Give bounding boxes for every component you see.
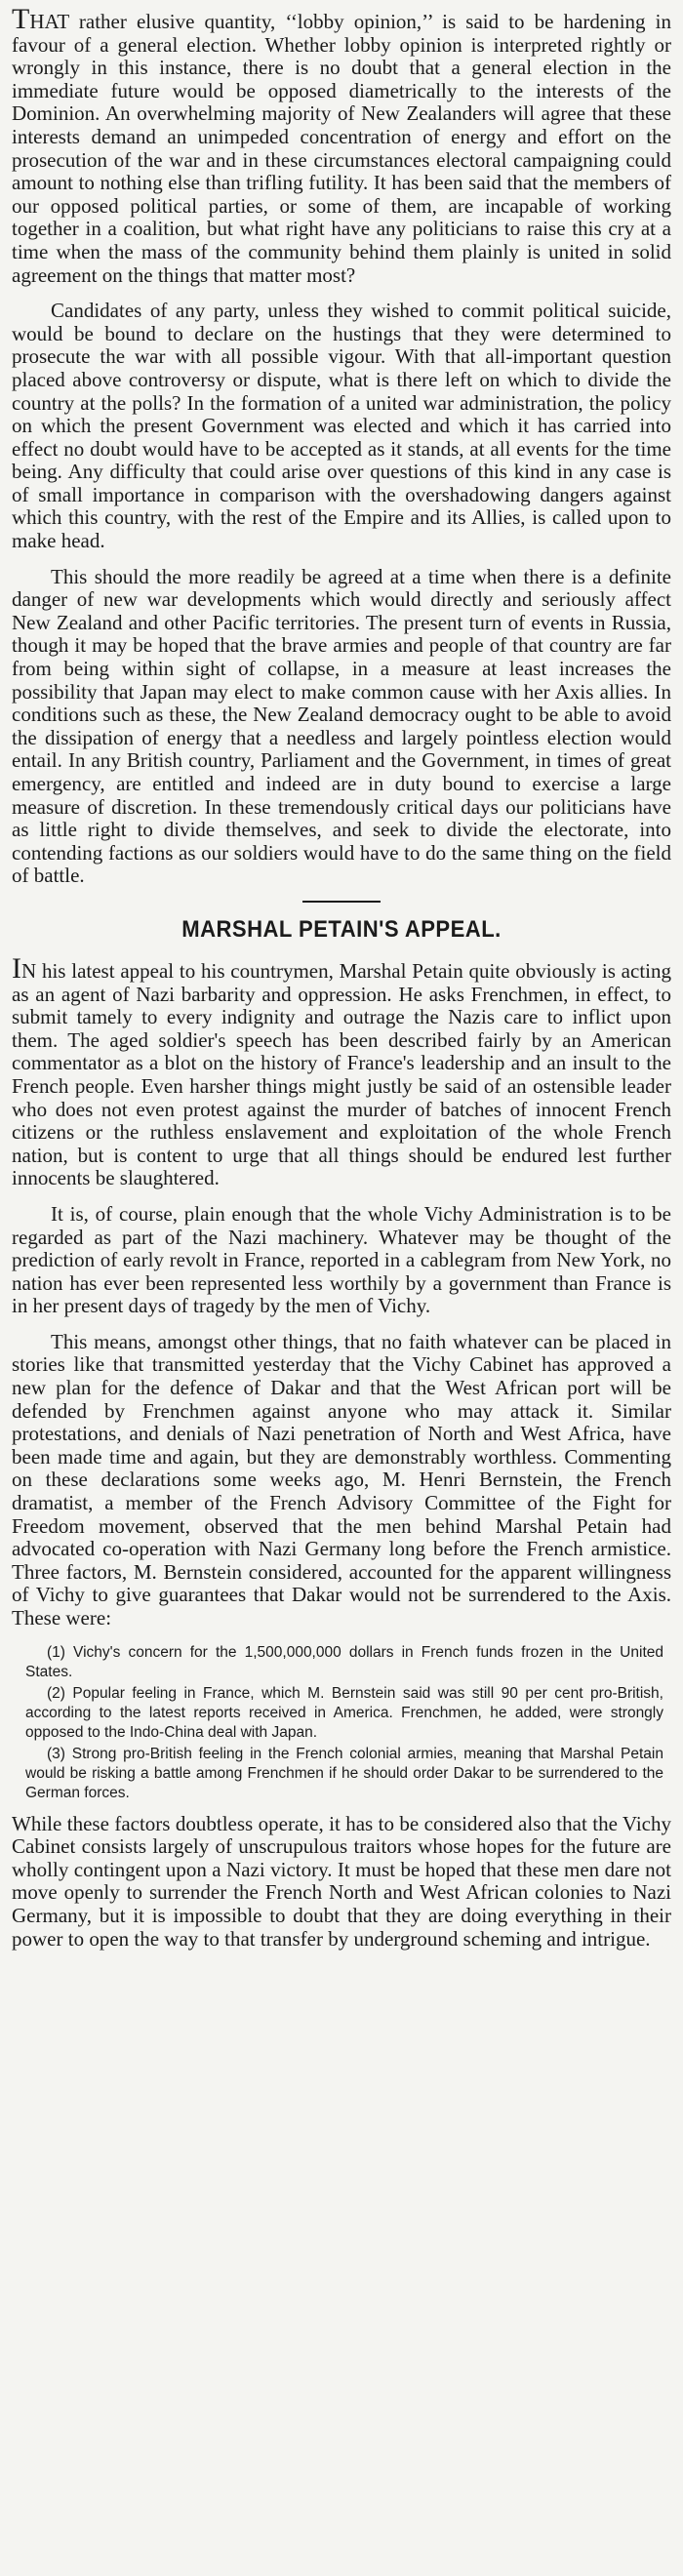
- paragraph: Candidates of any party, unless they wished to commit political suicide, would be bound to declare on the hustings that they were determined to prosecute the war with all possible vigour. With that all-important question placed above controversy or dispute, what is there left on which to divide the country at the polls? In the formation of a united war administration, the policy on which the present Government was elected and which it has carried into effect no doubt would have to be accepted as it stands, at all events for the time being. Any difficulty that could arise over questions of this kind in any case is of small importance in comparison with the overshadowing dangers against which this country, with the rest of the Empire and its Allies, is called upon to make head.: [12, 299, 671, 553]
- paragraph-text: HAT rather elusive quantity, ‘‘lobby opinion,’’ is said to be hardening in favour of a general election. Whether lobby opinion is interpreted rightly or wrongly in this instance, there is no doubt that a general election in the immediate future would be opposed diametrically to the interests of the Dominion. An overwhelming majority of New Zealanders will agree that these interests demand an unimpeded concentration of energy and effort on the prosecution of the war and in these circumstances electoral campaigning could amount to nothing else than trifling futility. It has been said that the members of our opposed political parties, or some of them, are incapable of working together in a coalition, but what right have any politicians to raise this cry at a time when the mass of the community behind them plainly is united in solid agreement on the things that matter most?: [12, 10, 671, 287]
- drop-cap: I: [12, 951, 21, 985]
- list-item: (1) Vichy's concern for the 1,500,000,000 dollars in French funds frozen in the United States.: [25, 1643, 663, 1680]
- paragraph: This should the more readily be agreed at a time when there is a definite danger of new war developments which would directly and seriously affect New Zealand and other Pacific territories. The present turn of events in Russia, though it may be hoped that the brave armies and people of that country are far from being within sight of collapse, in a measure at least increases the possibility that Japan may elect to make common cause with her Axis allies. In conditions such as these, the New Zealand democracy ought to be able to avoid the dissipation of energy that a needless and largely pointless election would entail. In any British country, Parliament and the Government, in times of great emergency, are entitled and indeed are in duty bound to exercise a large measure of discretion. In these tremendously critical days our politicians have as little right to divide themselves, and seek to divide the electorate, into contending factions as our soldiers would have to do the same thing on the field of battle.: [12, 564, 671, 888]
- paragraph: This means, amongst other things, that no faith whatever can be placed in stories like that transmitted yesterday that the Vichy Cabinet has approved a new plan for the defence of Dakar and that the West African port will be defended by Frenchmen against anyone who may attack it. Similar protestations, and denials of Nazi penetration of North and West Africa, have been made time and again, but they are demonstrably worthless. Commenting on these declarations some weeks ago, M. Henri Bernstein, the French dramatist, a member of the French Advisory Committee of the Fight for Freedom movement, observed that the men behind Marshal Petain had advocated co-operation with Nazi Germany long before the French armistice. Three factors, M. Bernstein considered, accounted for the apparent willingness of Vichy to give guarantees that Dakar would not be surrendered to the Axis. These were:: [12, 1329, 671, 1630]
- paragraph: [12, 3, 671, 287]
- drop-cap: T: [12, 3, 30, 35]
- paragraph: [12, 951, 671, 1190]
- factors-list: [12, 1643, 671, 1803]
- editorial-general-election: [12, 3, 671, 888]
- list-item: (2) Popular feeling in France, which M. Bernstein said was still 90 per cent pro-British, according to the latest reports received in America. Frenchmen, he added, were strongly opposed to the Indo-China deal with Japan.: [25, 1684, 663, 1741]
- paragraph: While these factors doubtless operate, it has to be considered also that the Vichy Cabinet consists largely of unscrupulous traitors whose hopes for the future are wholly contingent upon a Nazi victory. It must be hoped that these men dare not move openly to surrender the French North and West African colonies to Nazi Germany, but it is impossible to doubt that they are doing everything in their power to open the way to that transfer by underground scheming and intrigue.: [12, 1811, 671, 1951]
- list-item: (3) Strong pro-British feeling in the French colonial armies, meaning that Marshal Petain would be risking a battle among Frenchmen if he should order Dakar to be surrendered to the German forces.: [25, 1745, 663, 1801]
- editorial-marshal-petain: [12, 916, 671, 1951]
- section-divider: [302, 901, 381, 903]
- paragraph-text: N his latest appeal to his countrymen, Marshal Petain quite obviously is acting as an agent of Nazi barbarity and oppression. He asks Frenchmen, in effect, to submit tamely to every indignity and outrage the Nazis care to inflict upon them. The aged soldier's speech has been described fairly by an American commentator as a blot on the history of France's leadership and an insult to the French people. Even harsher things might justly be said of an ostensible leader who does not even protest against the murder of batches of innocent French citizens or the ruthless enslavement and exploitation of the whole French nation, but is content to urge that all things should be endured lest further innocents be slaughtered.: [12, 958, 671, 1190]
- headline: MARSHAL PETAIN'S APPEAL.: [181, 915, 502, 943]
- paragraph: It is, of course, plain enough that the whole Vichy Administration is to be regarded as part of the Nazi machinery. Whatever may be thought of the prediction of early revolt in France, reported in a cablegram from New York, no nation has ever been represented less worthily by a government than France is in her present days of tragedy by the men of Vichy.: [12, 1201, 671, 1318]
